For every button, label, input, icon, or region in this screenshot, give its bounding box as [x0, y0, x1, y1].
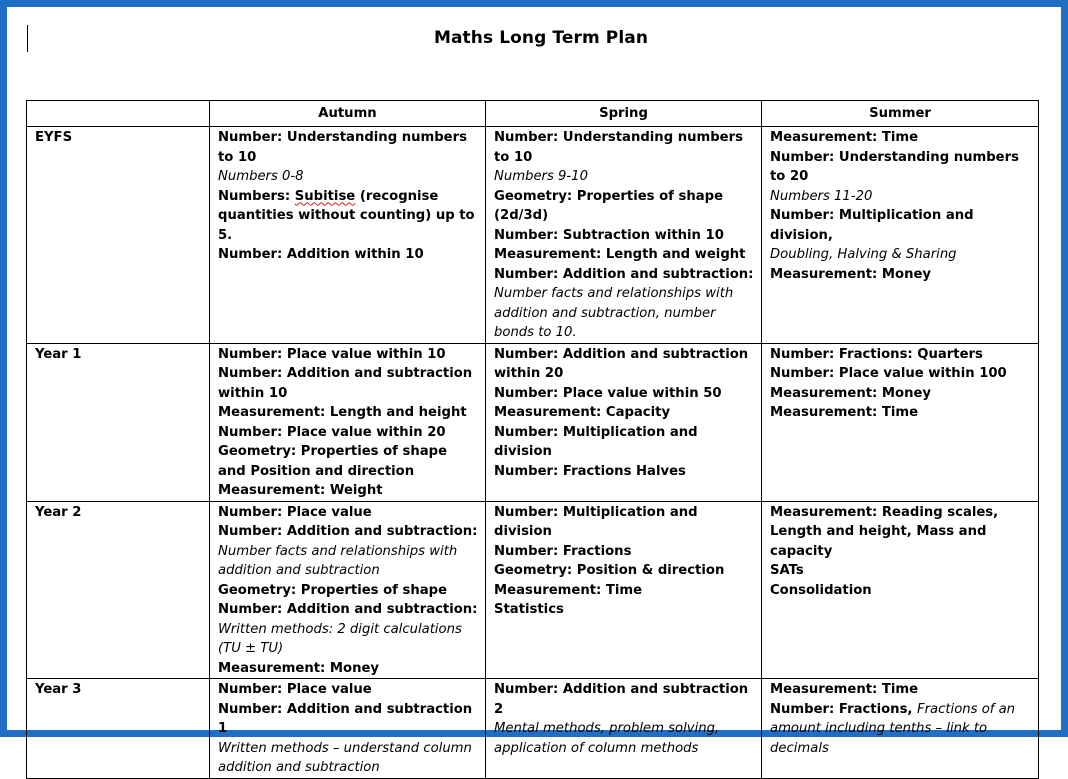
page-title: Maths Long Term Plan — [433, 28, 649, 48]
text-segment: Statistics — [494, 602, 564, 617]
text-segment: Numbers 9-10 — [494, 169, 588, 184]
cell-line — [494, 284, 755, 343]
text-segment: Written methods – understand column addition and subtraction — [218, 740, 472, 775]
text-segment: Number: Addition and subtraction 2 — [494, 682, 749, 717]
long-term-plan-table — [26, 100, 1039, 779]
table-body — [27, 127, 1039, 779]
text-segment: Doubling, Halving & Sharing — [770, 247, 957, 262]
header-summer: Summer — [762, 101, 1039, 127]
cell-spring — [486, 501, 762, 679]
cell-line — [218, 700, 479, 739]
cell-line — [494, 561, 755, 581]
cell-line — [770, 403, 1032, 423]
text-segment: Geometry: Properties of shape (2d/3d) — [494, 188, 724, 223]
text-segment: Number: Place value — [218, 682, 372, 697]
cell-line — [218, 423, 479, 443]
cell-line — [218, 128, 479, 167]
text-segment: SATs — [770, 563, 804, 578]
cell-line — [770, 245, 1032, 265]
text-segment: Number: Addition and subtraction: — [218, 524, 478, 539]
cell-line — [218, 442, 479, 481]
text-segment: Measurement: Time — [770, 682, 919, 697]
cell-line — [494, 187, 755, 226]
text-segment: Number: Fractions Halves — [494, 463, 686, 479]
table-row — [27, 127, 1039, 344]
text-segment: Measurement: Weight — [218, 483, 383, 498]
cell-line — [218, 680, 479, 700]
text-segment: (recognise quantities without counting) up to 5. — [218, 188, 475, 243]
cell-line — [770, 187, 1032, 207]
text-segment: Measurement: Length and height — [218, 405, 467, 420]
text-segment: Consolidation — [770, 582, 872, 598]
text-segment: Measurement: Money — [770, 266, 932, 282]
cell-line — [218, 542, 479, 581]
text-segment: Measurement: Money — [218, 660, 380, 676]
row-label: EYFS — [27, 127, 210, 344]
text-segment: Number: Fractions — [494, 543, 632, 559]
cell-line — [494, 680, 755, 719]
cell-line — [770, 680, 1032, 700]
text-segment: Measurement: Reading scales, Length and height, Mass and capacity — [770, 504, 999, 559]
text-segment: Number: Fractions: Quarters — [770, 346, 983, 362]
text-segment: Number facts and relationships with addition and subtraction — [218, 543, 458, 578]
text-segment: Number: Addition and subtraction within 20 — [494, 346, 749, 381]
cell-autumn — [210, 343, 486, 501]
text-segment: Number: Addition and subtraction: — [494, 266, 754, 282]
table-row — [27, 343, 1039, 501]
text-segment: Number: Addition and subtraction 1 — [218, 701, 473, 736]
text-segment: Number: Multiplication and division — [494, 504, 698, 539]
row-label: Year 1 — [27, 343, 210, 501]
cell-summer — [762, 501, 1039, 679]
cell-line — [218, 739, 479, 778]
text-segment: Numbers 0-8 — [218, 169, 304, 184]
cell-line — [218, 659, 479, 679]
cell-line — [494, 462, 755, 482]
text-segment: Number: Understanding numbers to 10 — [218, 130, 467, 165]
text-segment: Number: Place value — [218, 504, 372, 520]
cell-line — [494, 226, 755, 246]
cell-autumn — [210, 501, 486, 679]
cell-line — [770, 345, 1032, 365]
cell-line — [494, 245, 755, 265]
cell-summer — [762, 127, 1039, 344]
text-segment: Number: Understanding numbers to 20 — [770, 149, 1019, 184]
text-segment: Measurement: Capacity — [494, 405, 671, 420]
text-segment: Mental methods, problem solving, application of column methods — [494, 721, 720, 756]
text-segment: Subitise — [294, 188, 356, 204]
cell-line — [218, 187, 479, 246]
cell-line — [218, 167, 479, 187]
text-segment: Number: Place value within 20 — [218, 424, 446, 440]
cell-line — [494, 719, 755, 758]
cell-line — [218, 481, 479, 501]
cell-line — [770, 561, 1032, 581]
text-segment: Geometry: Properties of shape and Position and direction — [218, 444, 448, 479]
cell-autumn — [210, 127, 486, 344]
cell-line — [770, 128, 1032, 148]
cell-line — [218, 403, 479, 423]
text-segment: Number: Fractions, — [770, 701, 918, 717]
text-segment: Number: Place value within 10 — [218, 346, 446, 362]
header-corner — [27, 101, 210, 127]
cell-line — [218, 245, 479, 265]
text-segment: Number facts and relationships with addition and subtraction, number bonds to 10. — [494, 286, 734, 340]
cell-line — [494, 423, 755, 462]
cell-line — [770, 581, 1032, 601]
cell-line — [218, 503, 479, 523]
text-segment: Number: Place value within 100 — [770, 366, 1007, 381]
header-row — [27, 101, 1039, 127]
cell-line — [770, 206, 1032, 245]
cell-line — [494, 384, 755, 404]
text-segment: Number: Place value within 50 — [494, 385, 722, 401]
cell-line — [770, 148, 1032, 187]
cell-line — [494, 167, 755, 187]
cell-line — [494, 600, 755, 620]
text-segment: Number: Multiplication and division, — [770, 208, 974, 243]
text-segment: Geometry: Properties of shape — [218, 582, 448, 598]
text-segment: Number: Addition and subtraction: — [218, 602, 478, 617]
cell-line — [218, 364, 479, 403]
row-label: Year 2 — [27, 501, 210, 679]
text-segment: Measurement: Time — [770, 130, 919, 145]
text-segment: Written methods: 2 digit calculations (TU ± TU) — [218, 621, 462, 656]
cell-spring — [486, 343, 762, 501]
text-segment: Numbers: — [218, 188, 295, 204]
cell-line — [770, 503, 1032, 562]
cell-line — [218, 581, 479, 601]
header-autumn: Autumn — [210, 101, 486, 127]
cell-line — [770, 700, 1032, 759]
text-segment: Measurement: Time — [494, 582, 643, 598]
table-row — [27, 679, 1039, 779]
cell-line — [494, 128, 755, 167]
cell-autumn — [210, 679, 486, 779]
cell-line — [218, 345, 479, 365]
text-segment: Number: Subtraction within 10 — [494, 227, 724, 243]
text-segment: Fractions of an amount including tenths – link to decimals — [770, 701, 1016, 756]
text-segment: Numbers 11-20 — [770, 188, 873, 204]
cell-line — [218, 600, 479, 620]
cell-spring — [486, 679, 762, 779]
cell-line — [494, 265, 755, 285]
cell-line — [494, 345, 755, 384]
cell-line — [494, 542, 755, 562]
row-label: Year 3 — [27, 679, 210, 779]
text-segment: Number: Multiplication and division — [494, 424, 698, 459]
text-segment: Number: Addition within 10 — [218, 247, 424, 262]
cell-line — [770, 364, 1032, 384]
cell-summer — [762, 343, 1039, 501]
text-segment: Measurement: Money — [770, 385, 932, 401]
cell-summer — [762, 679, 1039, 779]
cell-spring — [486, 127, 762, 344]
cell-line — [494, 581, 755, 601]
text-segment: Number: Addition and subtraction within 10 — [218, 366, 473, 401]
text-segment: Measurement: Length and weight — [494, 247, 746, 262]
table-row — [27, 501, 1039, 679]
cell-line — [494, 503, 755, 542]
cell-line — [218, 620, 479, 659]
cell-line — [494, 403, 755, 423]
text-segment: Number: Understanding numbers to 10 — [494, 130, 743, 165]
header-spring: Spring — [486, 101, 762, 127]
cell-line — [770, 265, 1032, 285]
text-segment: Geometry: Position & direction — [494, 563, 725, 578]
text-segment: Measurement: Time — [770, 405, 919, 420]
cell-line — [770, 384, 1032, 404]
cell-line — [218, 522, 479, 542]
